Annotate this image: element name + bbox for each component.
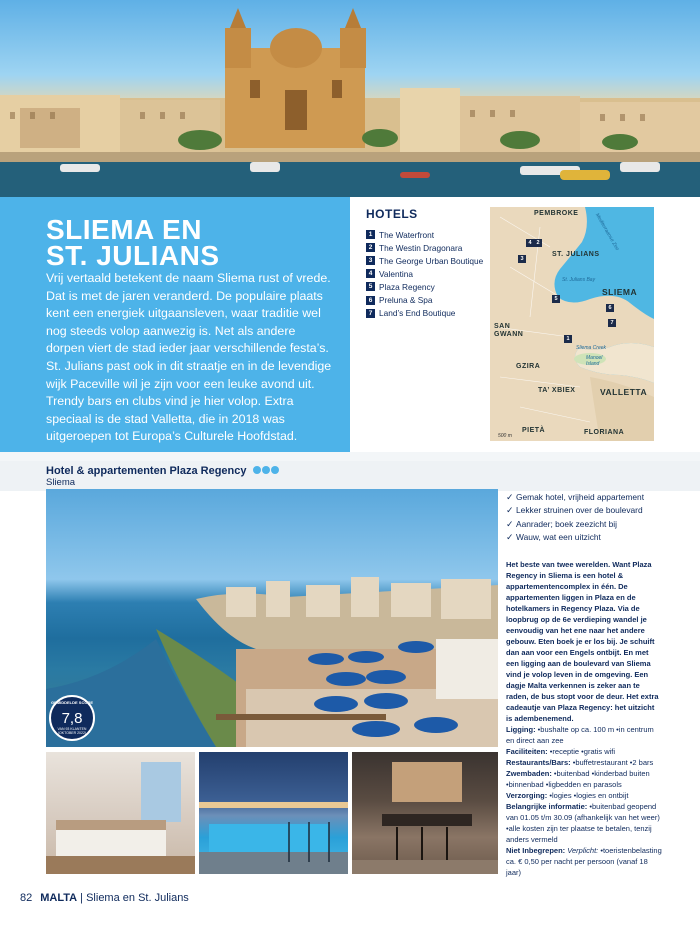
- map-label-pieta: PIETÀ: [522, 427, 546, 434]
- hotel-list-name: The Westin Dragonara: [379, 242, 463, 253]
- footer-region: Sliema en St. Julians: [86, 892, 189, 904]
- main-photo-illustration: [46, 489, 498, 747]
- hotels-list: [366, 228, 483, 320]
- score-label-top: GEMIDDELDE SCORE: [51, 700, 94, 705]
- map-label-gzira: GZIRA: [516, 363, 541, 370]
- map-pin-5: 5: [552, 295, 560, 303]
- map-label-valletta: VALLETTA: [600, 387, 648, 397]
- room-illustration: [46, 752, 195, 874]
- info-label: Ligging:: [506, 725, 536, 734]
- info-restaurants: [506, 757, 662, 768]
- map-land: [490, 207, 654, 441]
- checkmark-icon: ✓: [506, 531, 514, 542]
- usp-item: [506, 518, 644, 531]
- rooftop-pool-photo: [199, 752, 348, 874]
- intro-panel: [0, 197, 350, 452]
- info-value: •bushalte op ca. 100 m •in centrum en direct aan zee: [506, 725, 654, 745]
- footer-country: MALTA: [40, 892, 78, 904]
- hero-photo: [0, 0, 700, 197]
- map-label-sliema: SLIEMA: [602, 287, 638, 297]
- customer-score-badge: [49, 695, 95, 741]
- checkmark-icon: ✓: [506, 505, 514, 516]
- info-label: Belangrijke informatie:: [506, 802, 588, 811]
- usp-list: [506, 491, 644, 544]
- hotel-list-item: [366, 293, 483, 306]
- star-icon: [253, 466, 261, 474]
- map-label-ta-xbiex: TA’ XBIEX: [538, 387, 576, 394]
- info-label: Restaurants/Bars:: [506, 758, 571, 767]
- info-label: Verzorging:: [506, 791, 548, 800]
- hotel-list-item: [366, 241, 483, 254]
- pool-illustration: [199, 752, 348, 874]
- hotel-list-name: Land’s End Boutique: [379, 308, 456, 319]
- usp-item: [506, 531, 644, 544]
- intro-title-line1: SLIEMA EN: [46, 214, 202, 245]
- hotel-number: 7: [366, 309, 375, 318]
- hotel-number: 6: [366, 296, 375, 305]
- map-label-san-gwann: SAN: [494, 323, 511, 330]
- info-value: •receptie •gratis wifi: [547, 747, 616, 756]
- hotel-list-name: Valentina: [379, 268, 413, 279]
- info-label: Zwembaden:: [506, 769, 552, 778]
- info-value: •buffetrestaurant •2 bars: [570, 758, 654, 767]
- hotel-list-item: [366, 254, 483, 267]
- map-label-st-julians: ST. JULIANS: [552, 251, 600, 258]
- usp-item: [506, 491, 644, 504]
- map-label-bay: St. Julians Bay: [562, 277, 596, 283]
- info-label: Faciliteiten:: [506, 747, 548, 756]
- area-map: [490, 207, 654, 441]
- intro-title: [46, 214, 346, 271]
- info-verzorging: [506, 790, 662, 801]
- map-pin-6: 6: [606, 304, 614, 312]
- info-value: •logies •logies en ontbijt: [547, 791, 629, 800]
- info-sublabel: Verplicht:: [565, 846, 599, 855]
- map-pin-1: 1: [564, 335, 572, 343]
- info-value: •buitenbad •kinderbad buiten •binnenbad •ligbedden en parasols: [506, 769, 650, 789]
- info-value: •buitenbad geopend van 01.05 t/m 30.09 (afhankelijk van het weer) •alle kosten zijn ter plaatse te betalen, tenzij anders vermeld: [506, 802, 660, 844]
- section-divider: [0, 452, 700, 461]
- hotel-list-name: Preluna & Spa: [379, 295, 433, 306]
- checkmark-icon: ✓: [506, 492, 514, 502]
- info-value: •toeristenbelasting ca. € 0,50 per nacht per persoon (vanaf 18 jaar): [506, 846, 662, 877]
- hotel-number: 4: [366, 269, 375, 278]
- star-icon: [262, 466, 270, 474]
- hero-illustration: [0, 0, 700, 197]
- bar-illustration: [352, 752, 498, 874]
- score-value: 7,8: [61, 710, 83, 727]
- map-pin-3: 3: [518, 255, 526, 263]
- hotel-list-name: The Waterfront: [379, 229, 435, 240]
- info-label: Niet Inbegrepen:: [506, 846, 566, 855]
- hotel-number: 1: [366, 230, 375, 239]
- hotel-list-item: [366, 228, 483, 241]
- usp-text: Wauw, wat een uitzicht: [516, 531, 601, 542]
- hotel-list-name: Plaza Regency: [379, 281, 435, 292]
- description-intro: Het beste van twee werelden. Want Plaza Regency in Sliema is een hotel & appartementencomplex in één. De appartementen liggen in Plaza en de hotelkamers in Regency Plaza. Via de loopbrug op de 6e verdieping wandel je eenvoudig van het ene naar het andere gebouw. Eten boek je er los bij. Je schuift dan aan voor een Engels ontbijt. En met een ligging aan de boulevard van Sliema vind je volop leven in de omgeving. Een dagje Malta verkennen is zeker aan te raden, de bus stopt voor de deur. Het extra cadeautje van Plaza Regency: het uitzicht is adembenemend.: [506, 560, 659, 723]
- page-number: 82: [20, 892, 33, 904]
- bar-photo: [352, 752, 498, 874]
- map-label-floriana: FLORIANA: [584, 429, 625, 436]
- page-footer: [20, 892, 189, 904]
- map-pin-2: 2: [534, 239, 542, 247]
- usp-text: Aanrader; boek zeezicht bij: [516, 518, 618, 529]
- map-label-sea: Mediterraanse Zee: [593, 212, 621, 252]
- room-photo: [46, 752, 195, 874]
- usp-item: [506, 504, 644, 517]
- info-niet-inbegrepen: [506, 845, 662, 878]
- hotel-list-item: [366, 307, 483, 320]
- hotel-list-item: [366, 267, 483, 280]
- info-faciliteiten: [506, 746, 662, 757]
- hotel-list-item: [366, 280, 483, 293]
- info-ligging: [506, 724, 662, 746]
- map-pin-7: 7: [608, 319, 616, 327]
- map-scale: 500 m: [498, 433, 512, 439]
- intro-text: Vrij vertaald betekent de naam Sliema rust of vrede. Dat is met de jaren veranderd. De populaire plaats kent een energiek uitgaansleven, waar traditie wel nog steeds volop aanwezig is. Net als andere dorpen viert de stad ieder jaar verschillende festa’s. St. Julians past ook in dit straatje en in de levendige wijk Paceville wil je zijn voor een leuke avond uit. Trendy bars en clubs vind je hier volop. Extra speciaal is de stad Valletta, die in 2018 was uitgeroepen tot Europa’s Culturele Hoofdstad.: [46, 271, 332, 444]
- footer-separator: |: [77, 892, 87, 904]
- hotel-number: 2: [366, 243, 375, 252]
- usp-text: Lekker struinen over de boulevard: [516, 505, 643, 516]
- hotel-description: [506, 559, 662, 878]
- map-label-san-gwann-2: GWANN: [494, 331, 524, 338]
- star-icon: [271, 466, 279, 474]
- hotel-name: Hotel & appartementen Plaza Regency: [46, 465, 247, 477]
- hotels-heading: HOTELS: [366, 207, 418, 221]
- score-label-bottom: VAN 93 KLANTEN (OKTOBER 2022): [57, 727, 87, 735]
- checkmark-icon: ✓: [506, 518, 514, 529]
- intro-title-line2: ST. JULIANS: [46, 240, 220, 271]
- star-rating: [253, 465, 280, 477]
- usp-text: Gemak hotel, vrijheid appartement: [516, 492, 645, 502]
- map-label-island: Manoel: [586, 355, 603, 361]
- map-label-pembroke: PEMBROKE: [534, 210, 579, 217]
- map-label-creek: Sliema Creek: [576, 345, 607, 351]
- info-zwembaden: [506, 768, 662, 790]
- hotel-main-photo: [46, 489, 498, 747]
- map-pin-4: 4: [526, 239, 534, 247]
- map-label-island-2: Island: [586, 361, 600, 367]
- hotel-number: 3: [366, 256, 375, 265]
- hotel-title: [46, 465, 280, 477]
- hotels-list-panel: [350, 197, 488, 452]
- hotel-list-name: The George Urban Boutique: [379, 255, 484, 266]
- hotel-location: Sliema: [46, 477, 76, 488]
- info-belangrijk: [506, 801, 662, 845]
- hotel-number: 5: [366, 282, 375, 291]
